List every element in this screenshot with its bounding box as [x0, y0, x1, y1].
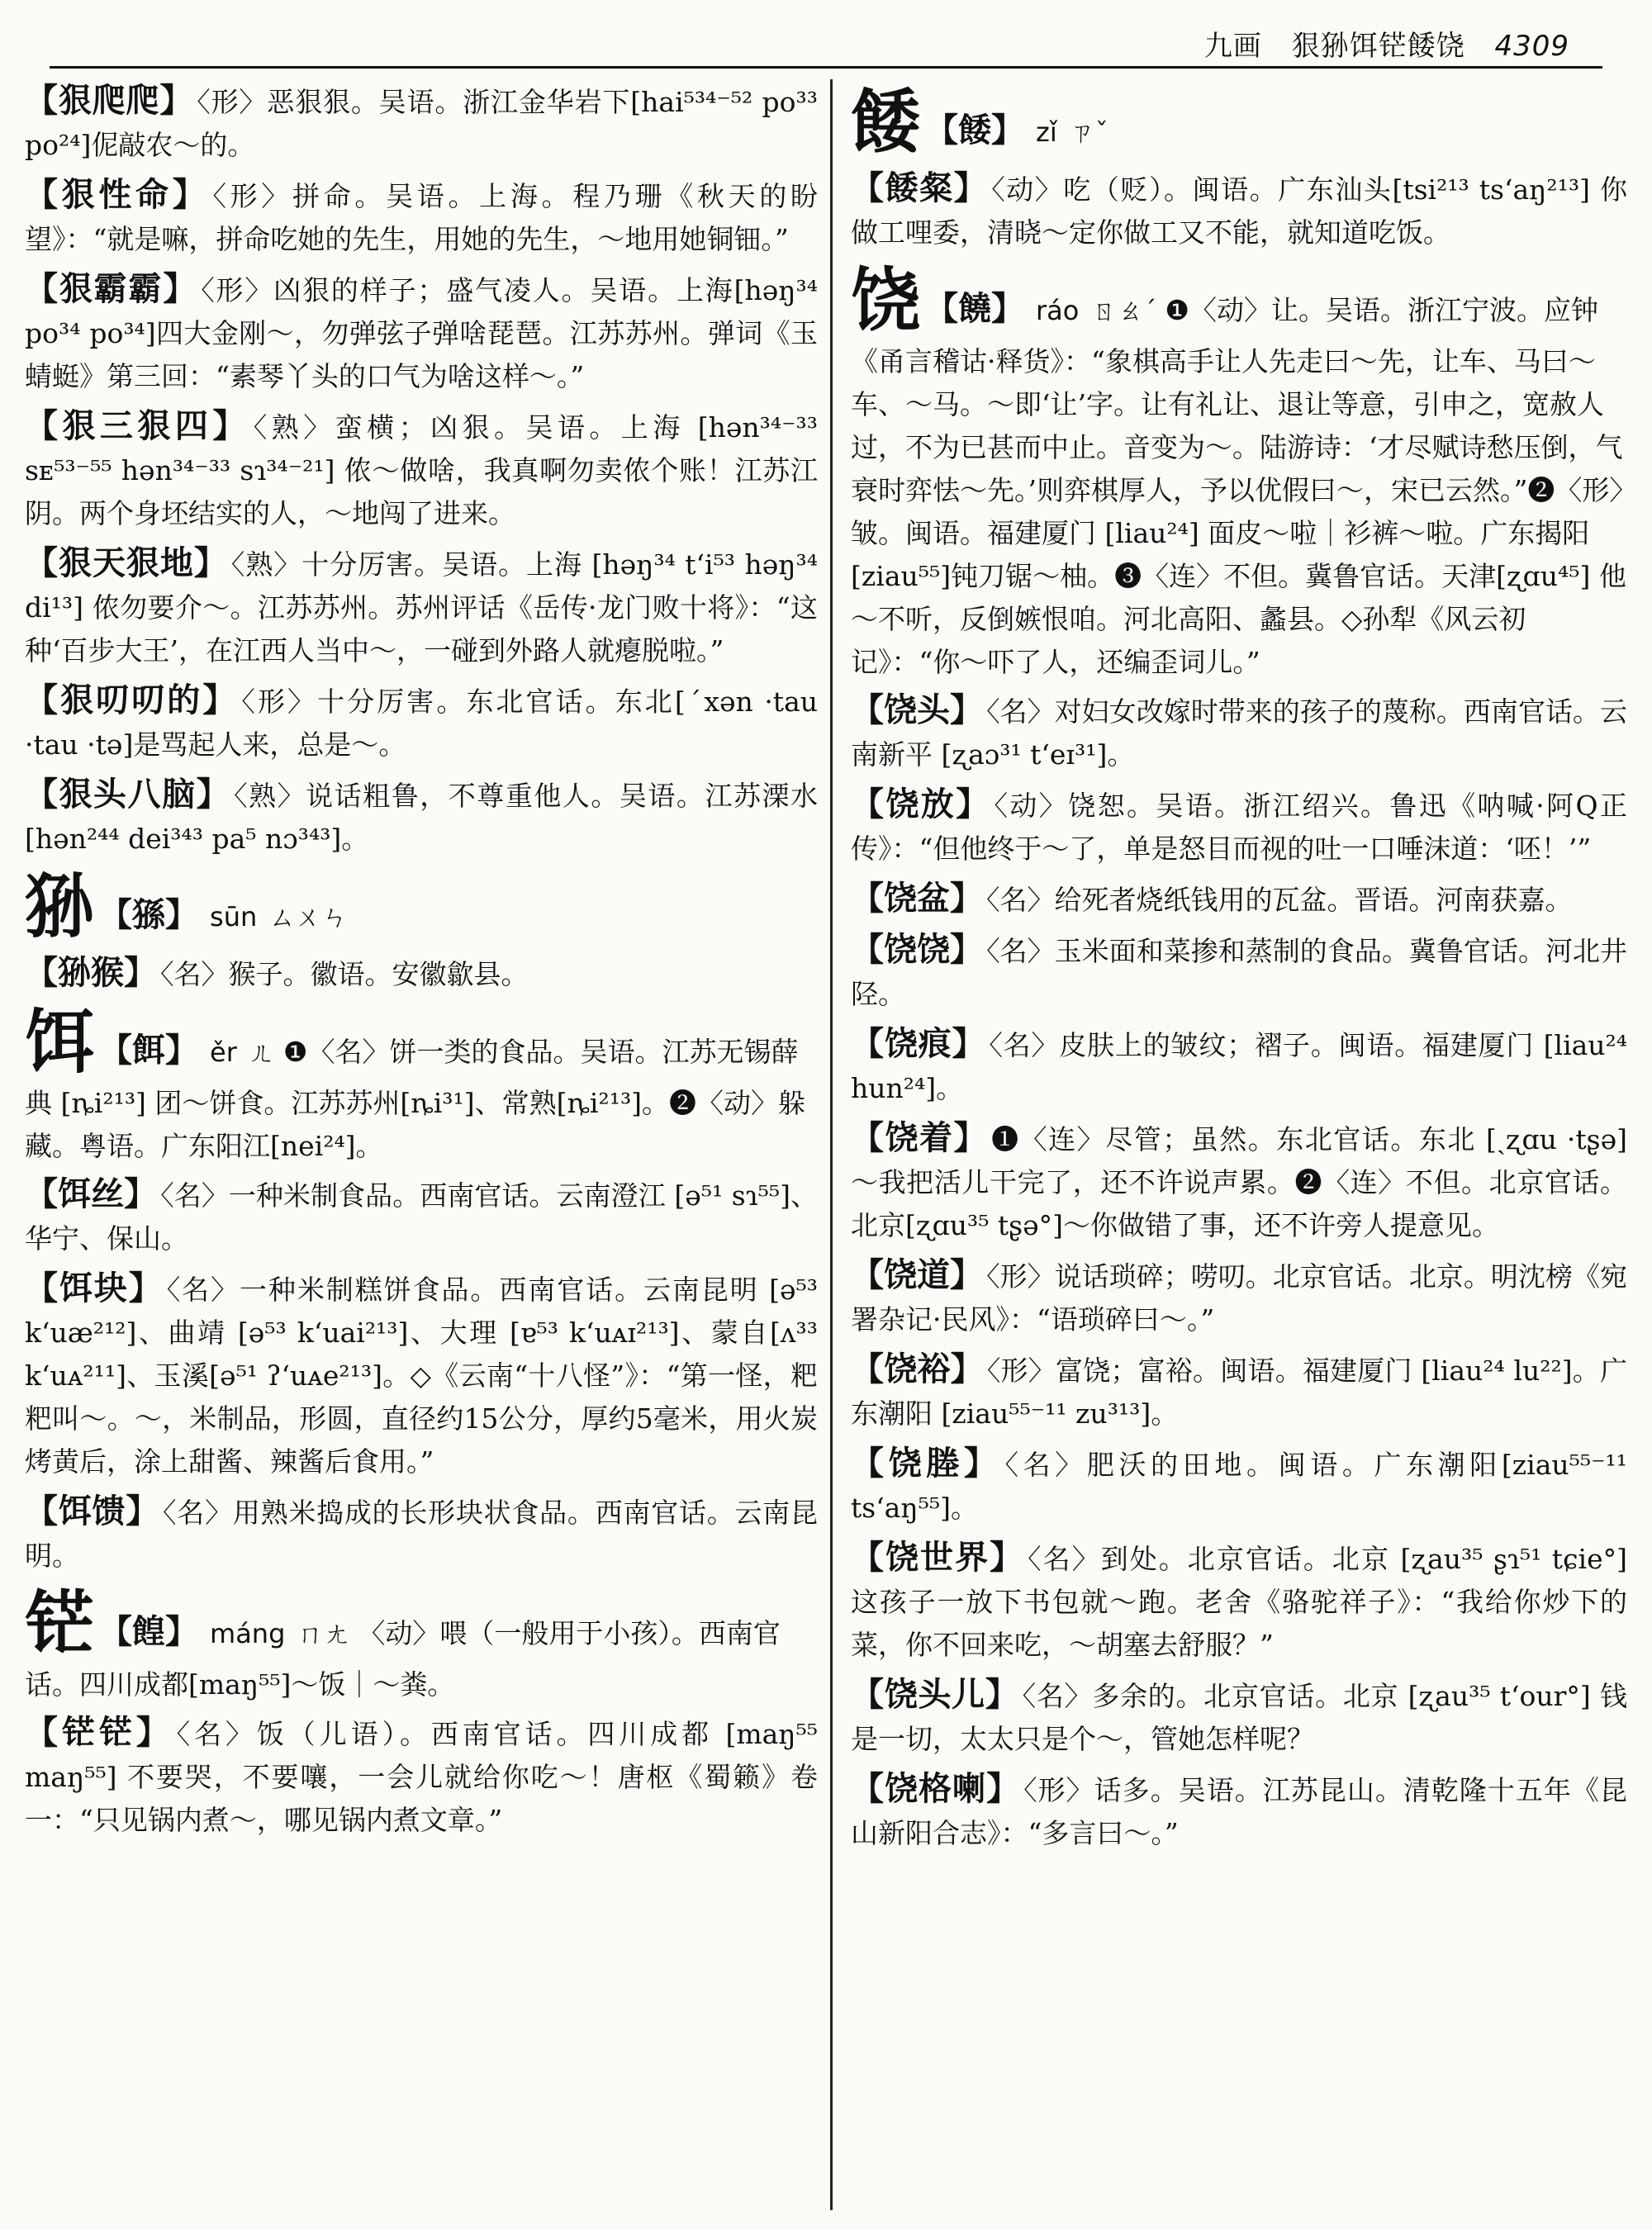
- dictionary-entry: [851, 783, 1627, 871]
- zhuyin: ㄙㄨㄣ: [268, 901, 349, 932]
- dictionary-entry: [25, 1173, 818, 1260]
- entry-text: 〈熟〉说话粗鲁，不尊重他人。吴语。江苏溧水[hən²⁴⁴ dei³⁴³ pa⁵ nɔ³⁴³]。: [25, 780, 818, 855]
- running-head: [1184, 23, 1569, 64]
- pinyin: zǐ: [1036, 116, 1057, 148]
- entry-text: 〈名〉一种米制食品。西南官话。云南澄江 [ə⁵¹ sɿ⁵⁵]、华宁、保山。: [25, 1179, 818, 1255]
- entry-text: 〈动〉吃（贬）。闽语。广东汕头[tsi²¹³ ts‘aŋ²¹³] 你做工哩委，清晓～定你做工又不能，就知道吃饭。: [851, 173, 1627, 249]
- left-column: [25, 79, 818, 2210]
- dictionary-entry: [851, 1117, 1627, 1247]
- entry-text: 〈名〉猴子。徽语。安徽歙县。: [160, 958, 529, 990]
- entry-text: 〈形〉凶狠的样子；盛气凌人。吴语。上海[həŋ³⁴ po³⁴ po³⁴]四大金刚～，勿弹弦子弹啥琵琶。江苏苏州。弹词《玉蜻蜓》第三回：“素琴丫头的口气为啥这样～。”: [25, 274, 818, 392]
- dictionary-entry: [25, 1490, 818, 1578]
- entry-text: 〈熟〉蛮横；凶狠。吴语。上海 [hən³⁴⁻³³ sᴇ⁵³⁻⁵⁵ hən³⁴⁻³³ sɿ³⁴⁻²¹] 侬～做啥，我真啊勿卖侬个账！江苏江阴。两个身坯结实的人，～地闯了进来。: [25, 411, 818, 529]
- entry-headword: 【饵块】: [25, 1269, 164, 1307]
- dictionary-entry: [851, 1673, 1627, 1761]
- dictionary-entry: [25, 679, 818, 766]
- entry-text: 〈名〉肥沃的田地。闽语。广东潮阳[ziau⁵⁵⁻¹¹ ts‘aŋ⁵⁵]。: [851, 1449, 1627, 1524]
- character-heading: [25, 867, 818, 947]
- pinyin: máng: [210, 1618, 286, 1649]
- dictionary-entry: [25, 951, 818, 996]
- entry-headword: 【饶头】: [851, 690, 984, 729]
- entry-headword: 【餧粲】: [851, 168, 989, 207]
- column-divider: [830, 79, 833, 2210]
- entry-headword: 【饶着】: [851, 1118, 989, 1157]
- dictionary-entry: [851, 1442, 1627, 1530]
- entry-headword: 【饶头儿】: [851, 1675, 1019, 1714]
- dictionary-entry: [25, 79, 818, 167]
- entry-text: 〈形〉话多。吴语。江苏昆山。清乾隆十五年《昆山新阳合志》：“多言曰～。”: [851, 1774, 1627, 1849]
- entry-headword: 【饶世界】: [851, 1538, 1025, 1577]
- entry-text: 〈名〉到处。北京官话。北京 [ʐau³⁵ ʂɿ⁵¹ tɕie°] 这孩子一放下书包就～跑。老舍《骆驼祥子》：“我给你炒下的菜，你不回来吃，～胡塞去舒服？”: [851, 1543, 1627, 1661]
- entry-headword: 【狠叨叨的】: [25, 681, 239, 719]
- zhuyin: ㄇㄤ: [297, 1618, 350, 1649]
- zhuyin: ㄦ: [248, 1037, 275, 1068]
- entry-text: 〈名〉给死者烧纸钱用的瓦盆。晋语。河南获嘉。: [986, 884, 1573, 916]
- entry-headword: 【狠霸霸】: [25, 269, 198, 308]
- entry-text: ❶〈连〉尽管；虽然。东北官话。东北 [ˏʐɑu ·tʂə] ～我把活儿干完了，还不许说声累。❷〈连〉不但。北京官话。北京[ʐɑu³⁵ tʂə°]～你做错了事，还不许旁人提意见。: [851, 1123, 1627, 1241]
- dictionary-entry: [25, 173, 818, 261]
- dictionary-entry: [851, 689, 1627, 776]
- head-character: 饶: [851, 259, 921, 341]
- entry-text: 〈形〉说话琐碎；唠叨。北京官话。北京。明沈榜《宛署杂记·民风》：“语琐碎曰～。”: [851, 1260, 1627, 1336]
- pinyin: sūn: [210, 901, 258, 932]
- entry-headword: 【饶塍】: [851, 1444, 1002, 1483]
- dictionary-entry: [25, 1267, 818, 1483]
- dictionary-entry: [851, 1022, 1627, 1110]
- traditional-form: 【餌】: [99, 1031, 199, 1070]
- entry-headword: 【饶痕】: [851, 1024, 986, 1063]
- entry-headword: 【狠性命】: [25, 175, 210, 214]
- entry-headword: 【饶道】: [851, 1255, 984, 1294]
- dictionary-entry: [25, 1711, 818, 1842]
- entry-text: 〈名〉饭（儿语）。西南官话。四川成都 [maŋ⁵⁵ maŋ⁵⁵] 不要哭，不要嚷，一会儿就给你吃～！唐枢《蜀籁》卷一：“只见锅内煮～，哪见锅内煮文章。”: [25, 1718, 818, 1836]
- zhuyin: ㄗˇ: [1068, 116, 1108, 148]
- entry-text: 〈形〉十分厉害。东北官话。东北[ˊxən ·tau ·tau ·tə]是骂起人来，总是～。: [25, 686, 818, 761]
- dictionary-entry: [851, 928, 1627, 1016]
- dictionary-entry: [851, 877, 1627, 922]
- dictionary-entry: [25, 405, 818, 535]
- character-heading: [851, 261, 1627, 684]
- section-label: 九画: [1203, 30, 1262, 63]
- character-heading: [25, 1584, 818, 1706]
- page-number: 4309: [1494, 30, 1569, 63]
- head-chars: 狠狲饵铓餧饶: [1291, 30, 1465, 63]
- dictionary-entry: [851, 167, 1627, 254]
- dictionary-entry: [25, 773, 818, 861]
- traditional-form: 【餧】: [925, 111, 1025, 149]
- entry-headword: 【饶裕】: [851, 1350, 984, 1388]
- entry-headword: 【铓铓】: [25, 1713, 173, 1752]
- entry-text: 〈名〉多余的。北京官话。北京 [ʐau³⁵ t‘our°] 钱是一切，太太只是个～，管她怎样呢？: [851, 1680, 1627, 1755]
- right-column: [851, 79, 1627, 2210]
- traditional-form: 【猻】: [99, 895, 199, 934]
- entry-headword: 【狠爬爬】: [25, 81, 194, 120]
- pinyin: ěr: [210, 1037, 237, 1068]
- character-heading: [25, 1003, 818, 1168]
- entry-headword: 【狲猴】: [25, 953, 157, 992]
- definition-text: ❶〈动〉让。吴语。浙江宁波。应钟《甬言稽诂·释货》：“象棋高手让人先走曰～先，让车、马曰～车、～马。～即‘让’字。让有礼让、退让等意，引申之，宽赦人过，不为已甚而中止。音变为～。陆游诗：‘才尽赋诗愁压倒，气衰时弈怯～先。’则弈棋厚人，予以优假曰～，宋已云然。”❷〈形〉皱。闽语。福建厦门 [liau²⁴] 面皮～啦｜衫裤～啦。广东揭阳[ziau⁵⁵]钝刀锯～柚。❸〈连〉不但。冀鲁官话。天津[ʐɑu⁴⁵] 他～不听，反倒嫉恨咱。河北高阳、蠡县。◇孙犁《风云初记》：“你～吓了人，还编歪词儿。”: [851, 294, 1626, 678]
- entry-headword: 【狠三狠四】: [25, 406, 250, 445]
- zhuyin: ㄖㄠˊ: [1090, 295, 1157, 326]
- dictionary-entry: [25, 542, 818, 672]
- entry-text: 〈名〉一种米制糕饼食品。西南官话。云南昆明 [ə⁵³ k‘uæ²¹²]、曲靖 [ə⁵³ k‘uai²¹³]、大理 [ɐ⁵³ k‘uᴀɪ²¹³]、蒙自[ʌ³³ k‘uᴀ²¹¹]、玉溪[ə⁵¹ ʔ‘uᴀe²¹³]。◇《云南“十八怪”》：“第一怪，粑粑叫～。～，米制品，形圆，直径约15公分，厚约5毫米，用火炭烤黄后，涂上甜酱、辣酱后食用。”: [25, 1274, 818, 1478]
- dictionary-entry: [851, 1767, 1627, 1855]
- traditional-form: 【餭】: [99, 1612, 199, 1651]
- entry-headword: 【狠天狠地】: [25, 543, 228, 582]
- entry-headword: 【饶放】: [851, 785, 991, 823]
- definition-text: ❶〈名〉饼一类的食品。吴语。江苏无锡薛典 [ȵi²¹³] 团～饼食。江苏苏州[ȵi³¹]、常熟[ȵi²¹³]。❷〈动〉躲藏。粤语。广东阳江[nei²⁴]。: [25, 1036, 806, 1162]
- entry-headword: 【饶格喇】: [851, 1769, 1021, 1808]
- entry-text: 〈名〉用熟米捣成的长形块状食品。西南官话。云南昆明。: [25, 1497, 818, 1572]
- entry-text: 〈形〉富饶；富裕。闽语。福建厦门 [liau²⁴ lu²²]。广东潮阳 [ziau⁵⁵⁻¹¹ zu³¹³]。: [851, 1355, 1627, 1430]
- entry-text: 〈名〉对妇女改嫁时带来的孩子的蔑称。西南官话。云南新平 [ʐaɔ³¹ t‘eɪ³¹]。: [851, 695, 1627, 771]
- entry-headword: 【饶盆】: [851, 879, 983, 918]
- pinyin: ráo: [1036, 295, 1080, 326]
- dictionary-entry: [25, 268, 818, 398]
- head-character: 餧: [851, 81, 921, 163]
- head-character: 狲: [25, 866, 95, 947]
- dictionary-entry: [851, 1254, 1627, 1341]
- entry-headword: 【饵丝】: [25, 1174, 158, 1213]
- entry-text: 〈形〉拼命。吴语。上海。程乃珊《秋天的盼望》：“就是嘛，拼命吃她的先生，用她的先生，～地用她铜钿。”: [25, 180, 818, 255]
- entry-text: 〈名〉玉米面和菜掺和蒸制的食品。冀鲁官话。河北井陉。: [851, 935, 1627, 1010]
- entry-headword: 【饵馈】: [25, 1492, 160, 1530]
- entry-headword: 【狠头八脑】: [25, 775, 231, 814]
- head-character: 铓: [25, 1582, 95, 1664]
- definition-text: 〈动〉喂（一般用于小孩）。西南官话。四川成都[maŋ⁵⁵]～饭｜～粪。: [25, 1617, 781, 1701]
- character-heading: [851, 83, 1627, 162]
- entry-text: 〈动〉饶恕。吴语。浙江绍兴。鲁迅《呐喊·阿Q正传》：“但他终于～了，单是怒目而视的吐一口唾沫道：‘呸！’”: [851, 790, 1627, 865]
- traditional-form: 【饒】: [925, 289, 1025, 328]
- dictionary-entry: [851, 1348, 1627, 1435]
- entry-text: 〈形〉恶狠狠。吴语。浙江金华岩下[hai⁵³⁴⁻⁵² po³³ po²⁴]伲敲农～的。: [25, 86, 818, 161]
- page-header: [50, 15, 1602, 69]
- entry-headword: 【饶饶】: [851, 930, 984, 969]
- head-character: 饵: [25, 1001, 95, 1083]
- entry-text: 〈名〉皮肤上的皱纹；褶子。闽语。福建厦门 [liau²⁴ hun²⁴]。: [851, 1029, 1627, 1104]
- entry-text: 〈熟〉十分厉害。吴语。上海 [həŋ³⁴ t‘i⁵³ həŋ³⁴ di¹³] 侬勿要介～。江苏苏州。苏州评话《岳传·龙门败十将》：“这种‘百步大王’，在江西人当中～，一碰到外路人就瘪脱啦。”: [25, 548, 818, 667]
- dictionary-entry: [851, 1536, 1627, 1667]
